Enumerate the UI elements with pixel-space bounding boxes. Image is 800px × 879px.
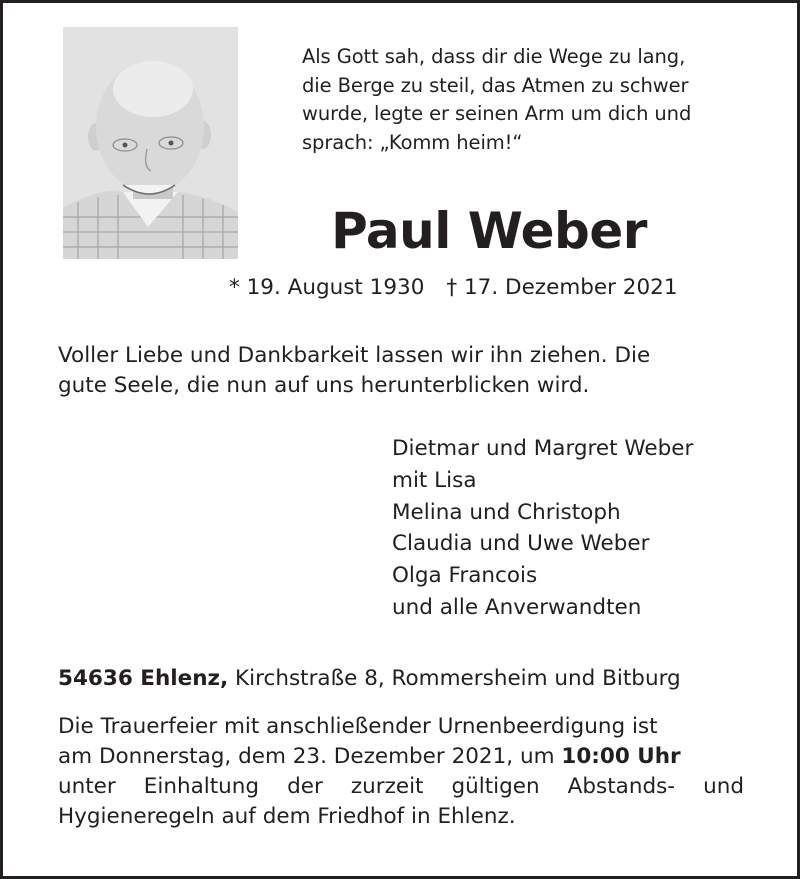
address-line (58, 664, 758, 694)
word: zurzeit (350, 774, 424, 799)
mourner: mit Lisa (392, 467, 477, 493)
deceased-name: Paul Weber (331, 202, 647, 260)
mourner: Dietmar und Margret Weber (392, 436, 694, 461)
ceremony-date: am Donnerstag, dem 23. Dezember 2021, um (58, 744, 562, 769)
life-dates (229, 273, 749, 303)
mourner: Melina und Christoph (392, 499, 621, 525)
ceremony-line: Die Trauerfeier mit anschließender Urnenbeerdigung ist (58, 714, 658, 739)
farewell-line: Voller Liebe und Dankbarkeit lassen wir ihn ziehen. Die (58, 343, 651, 368)
word: unter (58, 774, 116, 799)
poem-line: Als Gott sah, dass dir die Wege zu lang, (302, 45, 686, 68)
farewell-text (58, 341, 758, 401)
poem-line: sprach: „Komm heim!“ (302, 130, 523, 154)
word: Einhaltung (143, 774, 260, 799)
ceremony-line (58, 772, 744, 802)
word: gültigen (451, 774, 540, 799)
mourners-list (392, 433, 772, 624)
poem-line: die Berge zu steil, das Atmen zu schwer (302, 73, 689, 97)
mourner: Claudia und Uwe Weber (392, 531, 650, 557)
poem-line: wurde, legte er seinen Arm um dich und (302, 102, 692, 125)
ceremony-line (58, 742, 744, 772)
word: und (703, 774, 744, 799)
birth-date: * 19. August 1930 (229, 275, 425, 300)
ceremony-info (58, 712, 744, 832)
mourner: Olga Francois (392, 563, 538, 589)
address-town: 54636 Ehlenz, (58, 666, 229, 691)
death-date: † 17. Dezember 2021 (446, 275, 678, 300)
word: Abstands- (567, 774, 676, 799)
mourner: und alle Anverwandten (392, 594, 642, 620)
ceremony-time: 10:00 Uhr (561, 744, 681, 769)
word: der (287, 774, 323, 799)
address-details: Kirchstraße 8, Rommersheim und Bitburg (228, 666, 681, 691)
farewell-line: gute Seele, die nun auf uns herunterblicken wird. (58, 373, 590, 398)
poem-quote (302, 43, 762, 157)
ceremony-line: Hygieneregeln auf dem Friedhof in Ehlenz. (58, 804, 516, 829)
